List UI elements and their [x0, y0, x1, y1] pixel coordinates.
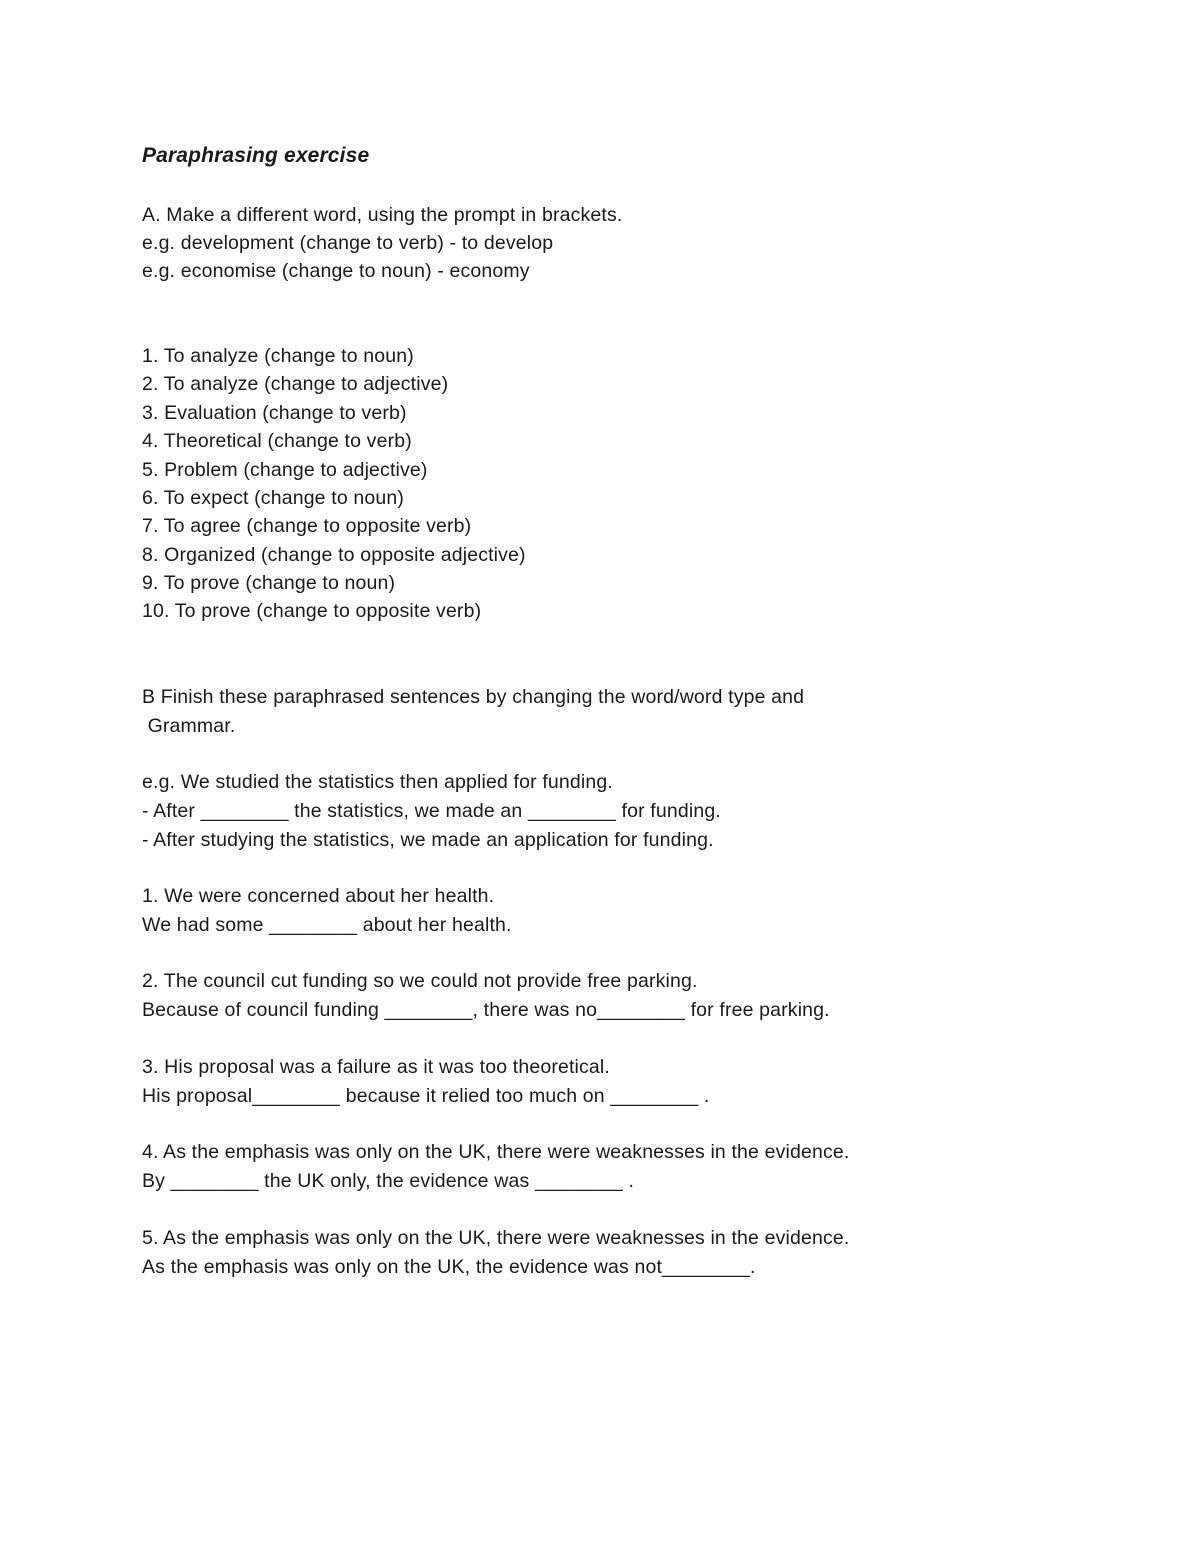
exercise-paraphrase: Because of council funding ________, there was no________ for free parking.	[142, 999, 830, 1021]
section-a-item: 1. To analyze (change to noun)	[142, 345, 414, 367]
section-b-example-original: e.g. We studied the statistics then applied for funding.	[142, 771, 613, 793]
section-a-item: 2. To analyze (change to adjective)	[142, 373, 449, 395]
exercise-original: 2. The council cut funding so we could not provide free parking.	[142, 970, 698, 992]
section-a-example: e.g. development (change to verb) - to develop	[142, 232, 554, 254]
section-a-example: e.g. economise (change to noun) - economy	[142, 260, 530, 282]
exercise-original: 4. As the emphasis was only on the UK, there were weaknesses in the evidence.	[142, 1141, 850, 1163]
section-b-heading-continued: Grammar.	[142, 715, 236, 737]
exercise-paraphrase: We had some ________ about her health.	[142, 914, 512, 936]
section-b-example-answer: - After studying the statistics, we made an application for funding.	[142, 829, 714, 851]
section-a-item: 5. Problem (change to adjective)	[142, 459, 428, 481]
document-title: Paraphrasing exercise	[142, 144, 370, 167]
section-b-example-prompt: - After ________ the statistics, we made an ________ for funding.	[142, 800, 721, 822]
section-a-item: 9. To prove (change to noun)	[142, 572, 396, 594]
section-a-heading: A. Make a different word, using the prompt in brackets.	[142, 204, 623, 226]
section-a-item: 6. To expect (change to noun)	[142, 487, 405, 509]
section-a-item: 8. Organized (change to opposite adjective)	[142, 544, 526, 566]
section-b-heading: B Finish these paraphrased sentences by changing the word/word type and	[142, 686, 805, 708]
exercise-original: 1. We were concerned about her health.	[142, 885, 495, 907]
exercise-paraphrase: As the emphasis was only on the UK, the evidence was not________.	[142, 1256, 756, 1278]
section-a-item: 3. Evaluation (change to verb)	[142, 402, 407, 424]
exercise-paraphrase: By ________ the UK only, the evidence was ________ .	[142, 1170, 635, 1192]
exercise-paraphrase: His proposal________ because it relied too much on ________ .	[142, 1085, 710, 1107]
section-a-item: 4. Theoretical (change to verb)	[142, 430, 412, 452]
section-a-item: 7. To agree (change to opposite verb)	[142, 515, 472, 537]
section-a-item: 10. To prove (change to opposite verb)	[142, 600, 482, 622]
exercise-original: 5. As the emphasis was only on the UK, there were weaknesses in the evidence.	[142, 1227, 850, 1249]
exercise-original: 3. His proposal was a failure as it was too theoretical.	[142, 1056, 610, 1078]
